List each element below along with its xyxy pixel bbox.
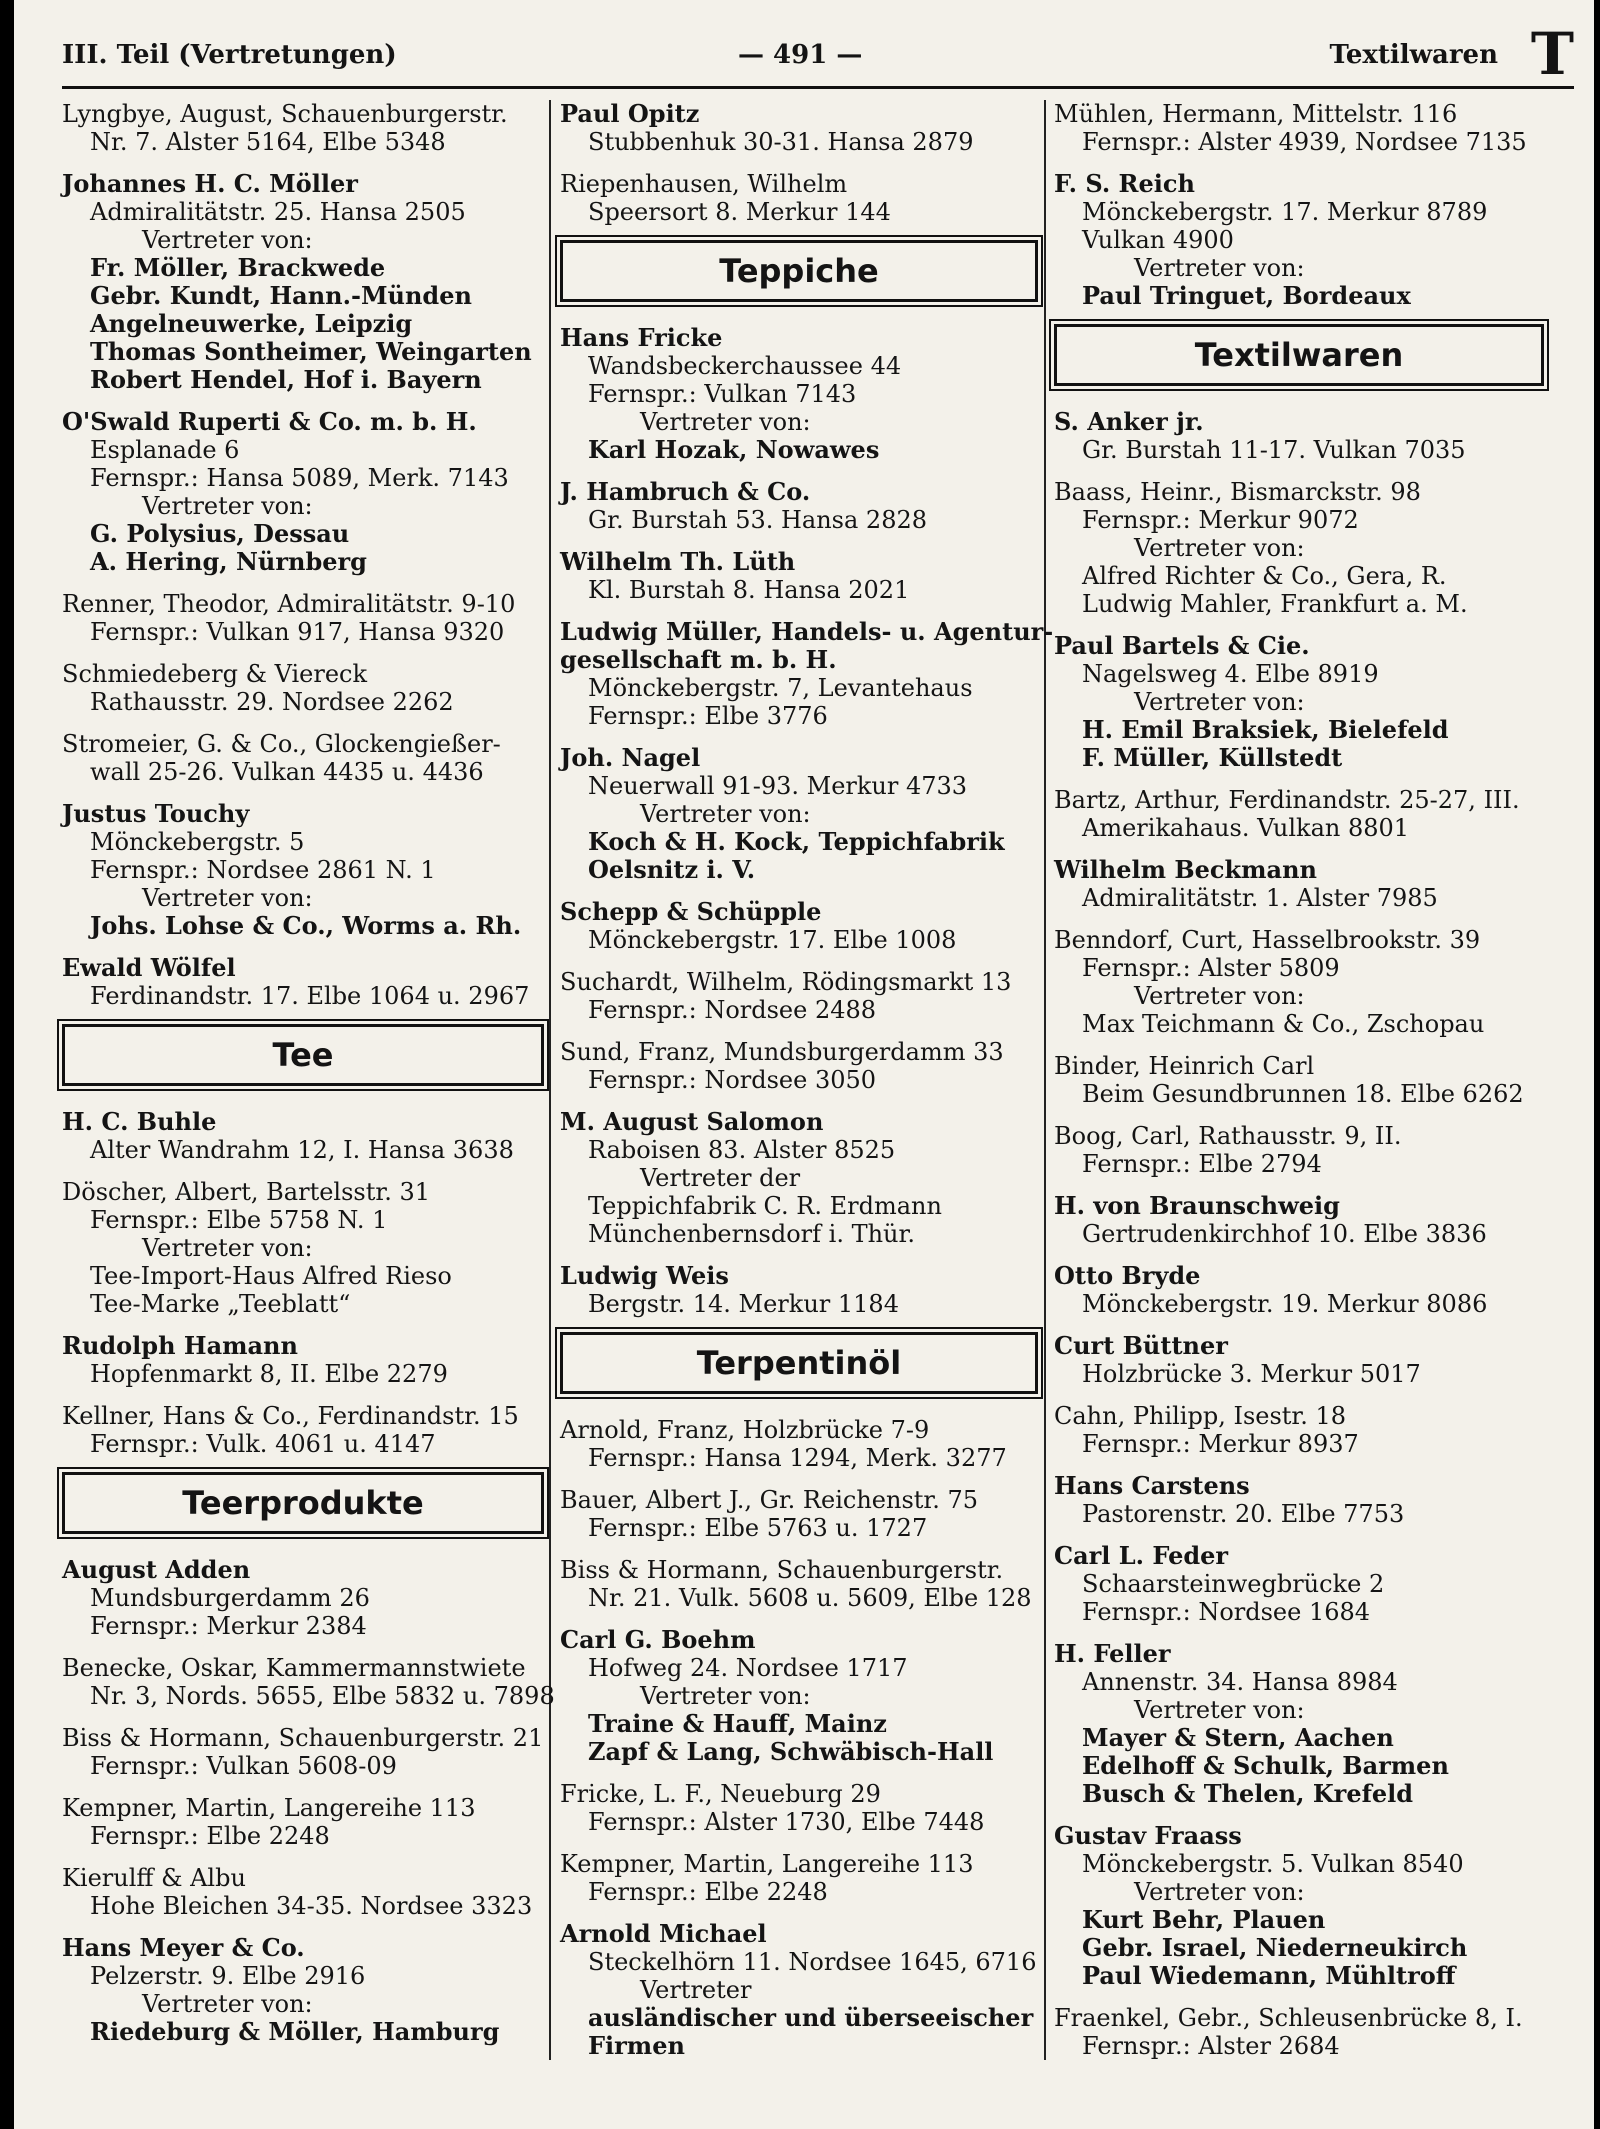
represented-firm: Edelhoff & Schulk, Barmen	[1082, 1751, 1449, 1780]
directory-entry	[560, 898, 1038, 954]
entry-address: Admiralitätstr. 1. Alster 7985	[1082, 884, 1438, 912]
entry-address: Fernspr.: Alster 1730, Elbe 7448	[588, 1808, 985, 1836]
entry-name: Lyngbye, August, Schauenburgerstr.	[62, 100, 508, 128]
entry-name: Ewald Wölfel	[62, 953, 236, 982]
entry-address: Stubbenhuk 30-31. Hansa 2879	[588, 128, 974, 156]
directory-entry	[1054, 786, 1544, 842]
represented-firm: Mayer & Stern, Aachen	[1082, 1723, 1394, 1752]
entry-address: Mönckebergstr. 7, Levantehaus	[588, 674, 973, 702]
directory-entry	[62, 1556, 544, 1640]
entry-name: Schepp & Schüpple	[560, 897, 822, 926]
entry-name: Kellner, Hans & Co., Ferdinandstr. 15	[62, 1402, 519, 1430]
entry-address: Fernspr.: Merkur 2384	[90, 1612, 367, 1640]
entry-address: Kl. Burstah 8. Hansa 2021	[588, 576, 910, 604]
represented-firm: Kurt Behr, Plauen	[1082, 1905, 1326, 1934]
entry-name: F. S. Reich	[1054, 169, 1195, 198]
entry-name: Justus Touchy	[62, 799, 250, 828]
represents-label: Vertreter von:	[1134, 688, 1305, 716]
entry-address: Amerikahaus. Vulkan 8801	[1082, 814, 1410, 842]
entry-address: Vulkan 4900	[1082, 226, 1234, 254]
directory-entry	[560, 170, 1038, 226]
directory-entry	[1054, 632, 1544, 772]
entry-name: Paul Bartels & Cie.	[1054, 631, 1310, 660]
entry-name: Boog, Carl, Rathausstr. 9, II.	[1054, 1122, 1402, 1150]
entry-name: Benndorf, Curt, Hasselbrookstr. 39	[1054, 926, 1481, 954]
entry-name: Baass, Heinr., Bismarckstr. 98	[1054, 478, 1421, 506]
entry-address: Pelzerstr. 9. Elbe 2916	[90, 1962, 366, 1990]
directory-entry	[62, 1178, 544, 1318]
represented-firm: F. Müller, Küllstedt	[1082, 743, 1343, 772]
entry-address: Fernspr.: Nordsee 3050	[588, 1066, 877, 1094]
represented-firm: Zapf & Lang, Schwäbisch-Hall	[588, 1737, 994, 1766]
entry-address: Fernspr.: Elbe 2248	[90, 1822, 330, 1850]
directory-entry	[62, 1724, 544, 1780]
directory-entry	[560, 1262, 1038, 1318]
directory-entry	[560, 1486, 1038, 1542]
entry-address: Fernspr.: Elbe 5763 u. 1727	[588, 1514, 928, 1542]
entry-address: Wandsbeckerchaussee 44	[588, 352, 902, 380]
entry-name: Wilhelm Th. Lüth	[560, 547, 796, 576]
directory-entry	[560, 1626, 1038, 1766]
represents-label: Vertreter von:	[1134, 1878, 1305, 1906]
entry-name: Riepenhausen, Wilhelm	[560, 170, 848, 198]
entry-name: Cahn, Philipp, Isestr. 18	[1054, 1402, 1347, 1430]
entry-address: gesellschaft m. b. H.	[560, 645, 837, 674]
directory-entry	[62, 1654, 555, 1710]
entry-address: Mönckebergstr. 17. Elbe 1008	[588, 926, 957, 954]
directory-entry	[62, 1864, 544, 1920]
entry-name: Hans Fricke	[560, 323, 723, 352]
directory-entry	[560, 744, 1038, 884]
category-heading: Teppiche	[560, 240, 1038, 302]
entry-name: Döscher, Albert, Bartelsstr. 31	[62, 1178, 431, 1206]
represented-firm: Gebr. Kundt, Hann.-Münden	[90, 281, 472, 310]
represented-firm: Tee-Marke „Teeblatt“	[90, 1290, 351, 1318]
category-heading: Teerprodukte	[62, 1472, 544, 1534]
entry-address: Fernspr.: Vulkan 7143	[588, 380, 857, 408]
entry-name: M. August Salomon	[560, 1107, 824, 1136]
entry-address: Gr. Burstah 53. Hansa 2828	[588, 506, 928, 534]
entry-address: Fernspr.: Nordsee 2861 N. 1	[90, 856, 436, 884]
entry-address: Fernspr.: Vulkan 5608-09	[90, 1752, 397, 1780]
entry-name: August Adden	[62, 1555, 251, 1584]
directory-entry	[1054, 1640, 1544, 1808]
directory-entry	[560, 478, 1038, 534]
entry-name: Biss & Hormann, Schauenburgerstr. 21	[62, 1724, 544, 1752]
entry-name: Fricke, L. F., Neueburg 29	[560, 1780, 881, 1808]
entry-address: Mönckebergstr. 5. Vulkan 8540	[1082, 1850, 1464, 1878]
represents-label: Vertreter von:	[142, 492, 313, 520]
entry-name: Johannes H. C. Möller	[62, 169, 358, 198]
entry-address: Fernspr.: Elbe 3776	[588, 702, 828, 730]
directory-entry	[560, 1850, 1038, 1906]
directory-entry	[1054, 100, 1544, 156]
directory-entry	[1054, 1262, 1544, 1318]
index-letter: T	[1530, 20, 1574, 88]
entry-address: Fernspr.: Vulk. 4061 u. 4147	[90, 1430, 436, 1458]
directory-entry	[62, 408, 544, 576]
entry-name: Bartz, Arthur, Ferdinandstr. 25-27, III.	[1054, 786, 1520, 814]
entry-address: Pastorenstr. 20. Elbe 7753	[1082, 1500, 1405, 1528]
represented-firm: Angelneuwerke, Leipzig	[90, 309, 413, 338]
represents-label: Vertreter von:	[142, 884, 313, 912]
entry-address: Mundsburgerdamm 26	[90, 1584, 370, 1612]
category-title: Textilwaren	[1329, 40, 1498, 70]
directory-entry	[62, 954, 544, 1010]
entry-name: Mühlen, Hermann, Mittelstr. 116	[1054, 100, 1458, 128]
represented-firm: Thomas Sontheimer, Weingarten	[90, 337, 532, 366]
represents-label: Vertreter von:	[142, 226, 313, 254]
directory-entry	[560, 324, 1038, 464]
directory-entry	[1054, 1402, 1544, 1458]
directory-entry	[1054, 478, 1544, 618]
entry-name: O'Swald Ruperti & Co. m. b. H.	[62, 407, 477, 436]
represented-firm: Fr. Möller, Brackwede	[90, 253, 386, 282]
entry-name: Suchardt, Wilhelm, Rödingsmarkt 13	[560, 968, 1012, 996]
represented-firm: Traine & Hauff, Mainz	[588, 1709, 887, 1738]
entry-address: wall 25-26. Vulkan 4435 u. 4436	[90, 758, 484, 786]
entry-name: Carl G. Boehm	[560, 1625, 756, 1654]
directory-entry	[560, 1416, 1038, 1472]
represents-label: Vertreter von:	[142, 1990, 313, 2018]
column-divider	[549, 100, 551, 2060]
entry-address: Fernspr.: Nordsee 2488	[588, 996, 877, 1024]
represented-firm: Robert Hendel, Hof i. Bayern	[90, 365, 482, 394]
entry-address: Annenstr. 34. Hansa 8984	[1082, 1668, 1398, 1696]
entry-address: Holzbrücke 3. Merkur 5017	[1082, 1360, 1421, 1388]
represents-label: Vertreter von:	[1134, 254, 1305, 282]
entry-name: Binder, Heinrich Carl	[1054, 1052, 1315, 1080]
entry-address: Nagelsweg 4. Elbe 8919	[1082, 660, 1379, 688]
entry-name: H. C. Buhle	[62, 1107, 217, 1136]
entry-name: Stromeier, G. & Co., Glockengießer-	[62, 730, 501, 758]
directory-entry	[62, 800, 544, 940]
entry-address: Admiralitätstr. 25. Hansa 2505	[90, 198, 466, 226]
represented-firm: G. Polysius, Dessau	[90, 519, 350, 548]
directory-entry	[62, 1332, 544, 1388]
entry-address: Mönckebergstr. 17. Merkur 8789	[1082, 198, 1488, 226]
directory-entry	[1054, 856, 1544, 912]
category-heading: Tee	[62, 1024, 544, 1086]
entry-address: Ferdinandstr. 17. Elbe 1064 u. 2967	[90, 982, 530, 1010]
directory-entry	[560, 100, 1038, 156]
entry-address: Gr. Burstah 11-17. Vulkan 7035	[1082, 436, 1466, 464]
entry-name: J. Hambruch & Co.	[560, 477, 811, 506]
entry-name: Ludwig Weis	[560, 1261, 729, 1290]
entry-address: Mönckebergstr. 5	[90, 828, 305, 856]
entry-name: Carl L. Feder	[1054, 1541, 1229, 1570]
directory-entry	[62, 1794, 544, 1850]
entry-name: Rudolph Hamann	[62, 1331, 298, 1360]
entry-name: H. Feller	[1054, 1639, 1171, 1668]
entry-address: Fernspr.: Vulkan 917, Hansa 9320	[90, 618, 505, 646]
entry-address: Nr. 21. Vulk. 5608 u. 5609, Elbe 128	[588, 1584, 1032, 1612]
entry-address: Fernspr.: Merkur 8937	[1082, 1430, 1359, 1458]
entry-name: Otto Bryde	[1054, 1261, 1201, 1290]
represented-firm: Karl Hozak, Nowawes	[588, 435, 880, 464]
entry-address: Alter Wandrahm 12, I. Hansa 3638	[90, 1136, 514, 1164]
entry-name: Fraenkel, Gebr., Schleusenbrücke 8, I.	[1054, 2004, 1523, 2032]
represented-firm: Münchenbernsdorf i. Thür.	[588, 1220, 915, 1248]
represents-label: Vertreter von:	[640, 800, 811, 828]
directory-entry	[62, 660, 544, 716]
column-divider	[1044, 100, 1046, 2060]
entry-address: Bergstr. 14. Merkur 1184	[588, 1290, 899, 1318]
directory-entry	[1054, 2004, 1544, 2060]
directory-entry	[62, 1108, 544, 1164]
directory-entry	[62, 1934, 544, 2046]
directory-entry	[1054, 1332, 1544, 1388]
represented-firm: ausländischer und überseeischer	[588, 2003, 1034, 2032]
represented-firm: Firmen	[588, 2031, 685, 2060]
represents-label: Vertreter der	[640, 1164, 801, 1192]
directory-entry	[560, 1108, 1038, 1248]
represented-firm: Riedeburg & Möller, Hamburg	[90, 2017, 500, 2046]
directory-entry	[1054, 1052, 1544, 1108]
entry-name: Arnold, Franz, Holzbrücke 7-9	[560, 1416, 930, 1444]
entry-address: Raboisen 83. Alster 8525	[588, 1136, 896, 1164]
entry-name: Joh. Nagel	[560, 743, 701, 772]
represents-label: Vertreter von:	[640, 408, 811, 436]
directory-entry	[1054, 1122, 1544, 1178]
directory-entry	[1054, 170, 1544, 310]
page-number: — 491 —	[738, 40, 863, 70]
entry-name: Sund, Franz, Mundsburgerdamm 33	[560, 1038, 1004, 1066]
represented-firm: Busch & Thelen, Krefeld	[1082, 1779, 1414, 1808]
entry-address: Schaarsteinwegbrücke 2	[1082, 1570, 1385, 1598]
entry-address: Mönckebergstr. 19. Merkur 8086	[1082, 1290, 1488, 1318]
represented-firm: A. Hering, Nürnberg	[90, 547, 367, 576]
entry-address: Esplanade 6	[90, 436, 240, 464]
directory-page	[14, 0, 1594, 2129]
entry-address: Hofweg 24. Nordsee 1717	[588, 1654, 908, 1682]
directory-entry	[62, 730, 544, 786]
entry-name: S. Anker jr.	[1054, 407, 1204, 436]
column-1	[62, 100, 555, 2060]
directory-entry	[560, 617, 1054, 730]
column-2	[560, 99, 1054, 2074]
represented-firm: Paul Wiedemann, Mühltroff	[1082, 1961, 1456, 1990]
entry-name: Renner, Theodor, Admiralitätstr. 9-10	[62, 590, 516, 618]
section-title: III. Teil (Vertretungen)	[62, 40, 397, 70]
entry-address: Fernspr.: Alster 2684	[1082, 2032, 1340, 2060]
represents-label: Vertreter von:	[142, 1234, 313, 1262]
entry-address: Beim Gesundbrunnen 18. Elbe 6262	[1082, 1080, 1524, 1108]
represented-firm: Alfred Richter & Co., Gera, R.	[1082, 562, 1447, 590]
entry-address: Fernspr.: Elbe 2794	[1082, 1150, 1322, 1178]
entry-name: Gustav Fraass	[1054, 1821, 1242, 1850]
entry-address: Fernspr.: Elbe 5758 N. 1	[90, 1206, 388, 1234]
entry-name: Benecke, Oskar, Kammermannstwiete	[62, 1654, 526, 1682]
directory-entry	[62, 1402, 544, 1458]
entry-address: Fernspr.: Elbe 2248	[588, 1878, 828, 1906]
entry-name: Curt Büttner	[1054, 1331, 1228, 1360]
directory-entry	[560, 1038, 1038, 1094]
represents-label: Vertreter von:	[640, 1682, 811, 1710]
entry-name: Bauer, Albert J., Gr. Reichenstr. 75	[560, 1486, 979, 1514]
directory-entry	[560, 968, 1038, 1024]
entry-name: Arnold Michael	[560, 1919, 767, 1948]
entry-address: Nr. 7. Alster 5164, Elbe 5348	[90, 128, 446, 156]
column-3	[1054, 100, 1544, 2074]
directory-entry	[1054, 408, 1544, 464]
entry-name: Hans Carstens	[1054, 1471, 1250, 1500]
entry-address: Gertrudenkirchhof 10. Elbe 3836	[1082, 1220, 1487, 1248]
entry-address: Speersort 8. Merkur 144	[588, 198, 891, 226]
represented-firm: Johs. Lohse & Co., Worms a. Rh.	[90, 911, 522, 940]
represented-firm: Oelsnitz i. V.	[588, 855, 756, 884]
entry-name: Paul Opitz	[560, 99, 700, 128]
directory-entry	[1054, 1542, 1544, 1626]
entry-name: Wilhelm Beckmann	[1054, 855, 1317, 884]
entry-address: Fernspr.: Merkur 9072	[1082, 506, 1359, 534]
directory-entry	[560, 1920, 1038, 2060]
entry-name: Kempner, Martin, Langereihe 113	[560, 1850, 974, 1878]
entry-address: Nr. 3, Nords. 5655, Elbe 5832 u. 7898	[90, 1682, 555, 1710]
entry-address: Fernspr.: Alster 5809	[1082, 954, 1340, 982]
category-heading: Textilwaren	[1054, 324, 1544, 386]
entry-name: Schmiedeberg & Viereck	[62, 660, 368, 688]
entry-name: Hans Meyer & Co.	[62, 1933, 305, 1962]
page-header	[62, 20, 1574, 89]
entry-address: Steckelhörn 11. Nordsee 1645, 6716	[588, 1948, 1037, 1976]
directory-entry	[1054, 1192, 1544, 1248]
directory-entry	[62, 170, 544, 394]
directory-entry	[560, 1556, 1038, 1612]
entry-address: Fernspr.: Nordsee 1684	[1082, 1598, 1371, 1626]
directory-entry	[1054, 926, 1544, 1038]
directory-entry	[560, 1780, 1038, 1836]
entry-name: Kempner, Martin, Langereihe 113	[62, 1794, 476, 1822]
entry-name: Ludwig Müller, Handels- u. Agentur-	[560, 617, 1054, 646]
entry-address: Neuerwall 91-93. Merkur 4733	[588, 772, 968, 800]
represented-firm: Teppichfabrik C. R. Erdmann	[588, 1192, 942, 1220]
entry-name: Kierulff & Albu	[62, 1864, 246, 1892]
entry-address: Rathausstr. 29. Nordsee 2262	[90, 688, 454, 716]
represents-label: Vertreter von:	[1134, 534, 1305, 562]
represented-firm: Gebr. Israel, Niederneukirch	[1082, 1933, 1468, 1962]
directory-entry	[1054, 1472, 1544, 1528]
entry-address: Hopfenmarkt 8, II. Elbe 2279	[90, 1360, 448, 1388]
category-heading: Terpentinöl	[560, 1332, 1038, 1394]
entry-name: H. von Braunschweig	[1054, 1191, 1340, 1220]
represents-label: Vertreter von:	[1134, 982, 1305, 1010]
directory-entry	[1054, 1822, 1544, 1990]
entry-address: Fernspr.: Alster 4939, Nordsee 7135	[1082, 128, 1527, 156]
represented-firm: Ludwig Mahler, Frankfurt a. M.	[1082, 590, 1468, 618]
entry-address: Fernspr.: Hansa 1294, Merk. 3277	[588, 1444, 1007, 1472]
represented-firm: Tee-Import-Haus Alfred Rieso	[90, 1262, 452, 1290]
directory-entry	[560, 548, 1038, 604]
represented-firm: Koch & H. Kock, Teppichfabrik	[588, 827, 1005, 856]
represented-firm: H. Emil Braksiek, Bielefeld	[1082, 715, 1449, 744]
represented-firm: Paul Tringuet, Bordeaux	[1082, 281, 1411, 310]
represented-firm: Max Teichmann & Co., Zschopau	[1082, 1010, 1485, 1038]
entry-address: Hohe Bleichen 34-35. Nordsee 3323	[90, 1892, 533, 1920]
represents-label: Vertreter von:	[1134, 1696, 1305, 1724]
directory-entry	[62, 100, 544, 156]
entry-address: Fernspr.: Hansa 5089, Merk. 7143	[90, 464, 509, 492]
directory-entry	[62, 590, 544, 646]
entry-name: Biss & Hormann, Schauenburgerstr.	[560, 1556, 1004, 1584]
represents-label: Vertreter	[640, 1976, 752, 2004]
